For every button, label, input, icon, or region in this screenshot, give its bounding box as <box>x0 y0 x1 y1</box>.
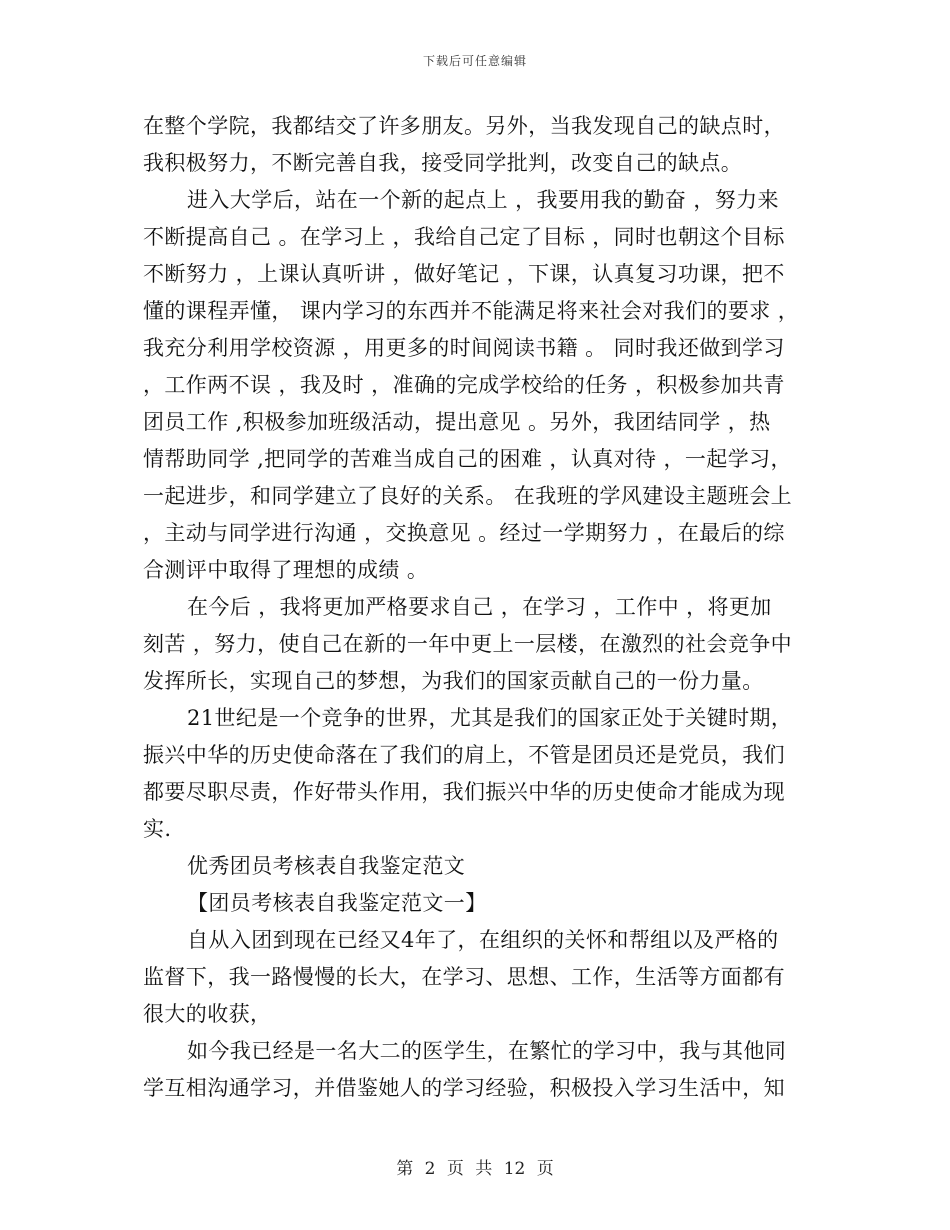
text-line: 实. <box>143 817 172 841</box>
text-line: 刻苦 ，努力，使自己在新的一年中更上一层楼，在激烈的社会竞争中 <box>143 632 793 656</box>
text-line: ，主动与同学进行沟通 ，交换意见 。经过一学期努力 ，在最后的综 <box>143 521 785 545</box>
text-line: 监督下，我一路慢慢的长大，在学习、思想、工作，生活等方面都有 <box>143 965 785 989</box>
text-line: 我积极努力，不断完善自我，接受同学批判，改变自己的缺点。 <box>143 151 743 175</box>
paragraph-start-line: 自从入团到现在已经又4年了，在组织的关怀和帮组以及严格的 <box>187 928 779 952</box>
footer-ye: 页 <box>446 1159 464 1179</box>
text-line: 团员工作 ,积极参加班级活动，提出意见 。另外，我团结同学 ，热 <box>143 410 771 434</box>
total-page-count: 12 <box>503 1159 526 1179</box>
text-line: 发挥所长，实现自己的梦想，为我们的国家贡献自己的一份力量。 <box>143 669 764 693</box>
text-line: 学互相沟通学习，并借鉴她人的学习经验，积极投入学习生活中，知 <box>143 1076 785 1100</box>
text-line: 不断提高自己 。在学习上 ，我给自己定了目标 ，同时也朝这个目标 <box>143 225 785 249</box>
section-title: 优秀团员考核表自我鉴定范文 <box>187 854 466 878</box>
text-line: 懂的课程弄懂， 课内学习的东西并不能满足将来社会对我们的要求 ， <box>143 299 800 323</box>
page-header-note: 下载后可任意编辑 <box>422 54 527 68</box>
text-line: 情帮助同学 ,把同学的苦难当成自己的困难 ，认真对待 ，一起学习， <box>143 447 792 471</box>
text-line: 在整个学院，我都结交了许多朋友。另外，当我发现自己的缺点时， <box>143 114 785 138</box>
text-line: 合测评中取得了理想的成绩 。 <box>143 558 429 582</box>
text-line: 不断努力 ，上课认真听讲 ，做好笔记 ，下课，认真复习功课，把不 <box>143 262 785 286</box>
footer-ye: 页 <box>536 1159 554 1179</box>
text-line: 很大的收获， <box>143 1002 272 1026</box>
text-line: 振兴中华的历史使命落在了我们的肩上，不管是团员还是党员，我们 <box>143 743 785 767</box>
paragraph-start-line: 在今后 ，我将更加严格要求自己 ，在学习 ，工作中 ，将更加 <box>187 595 772 619</box>
current-page-number: 2 <box>424 1159 436 1179</box>
paragraph-start-line: 21世纪是一个竞争的世界，尤其是我们的国家正处于关键时期， <box>187 706 793 730</box>
paragraph-start-line: 进入大学后，站在一个新的起点上 ，我要用我的勤奋 ，努力来 <box>187 188 779 212</box>
paragraph-start-line: 如今我已经是一名大二的医学生，在繁忙的学习中，我与其他同 <box>187 1039 787 1063</box>
text-line: 一起进步，和同学建立了良好的关系。 在我班的学风建设主题班会上 <box>143 484 793 508</box>
page-footer <box>0 1154 950 1179</box>
text-line: 我充分利用学校资源 ，用更多的时间阅读书籍 。 同时我还做到学习 <box>143 336 785 360</box>
footer-di: 第 <box>396 1159 414 1179</box>
footer-gong: 共 <box>475 1159 493 1179</box>
section-subtitle: 【团员考核表自我鉴定范文一】 <box>187 891 487 915</box>
text-line: 都要尽职尽责，作好带头作用，我们振兴中华的历史使命才能成为现 <box>143 780 785 804</box>
document-body <box>143 108 809 1107</box>
text-line: ，工作两不误 ，我及时 ，准确的完成学校给的任务 ，积极参加共青 <box>143 373 785 397</box>
